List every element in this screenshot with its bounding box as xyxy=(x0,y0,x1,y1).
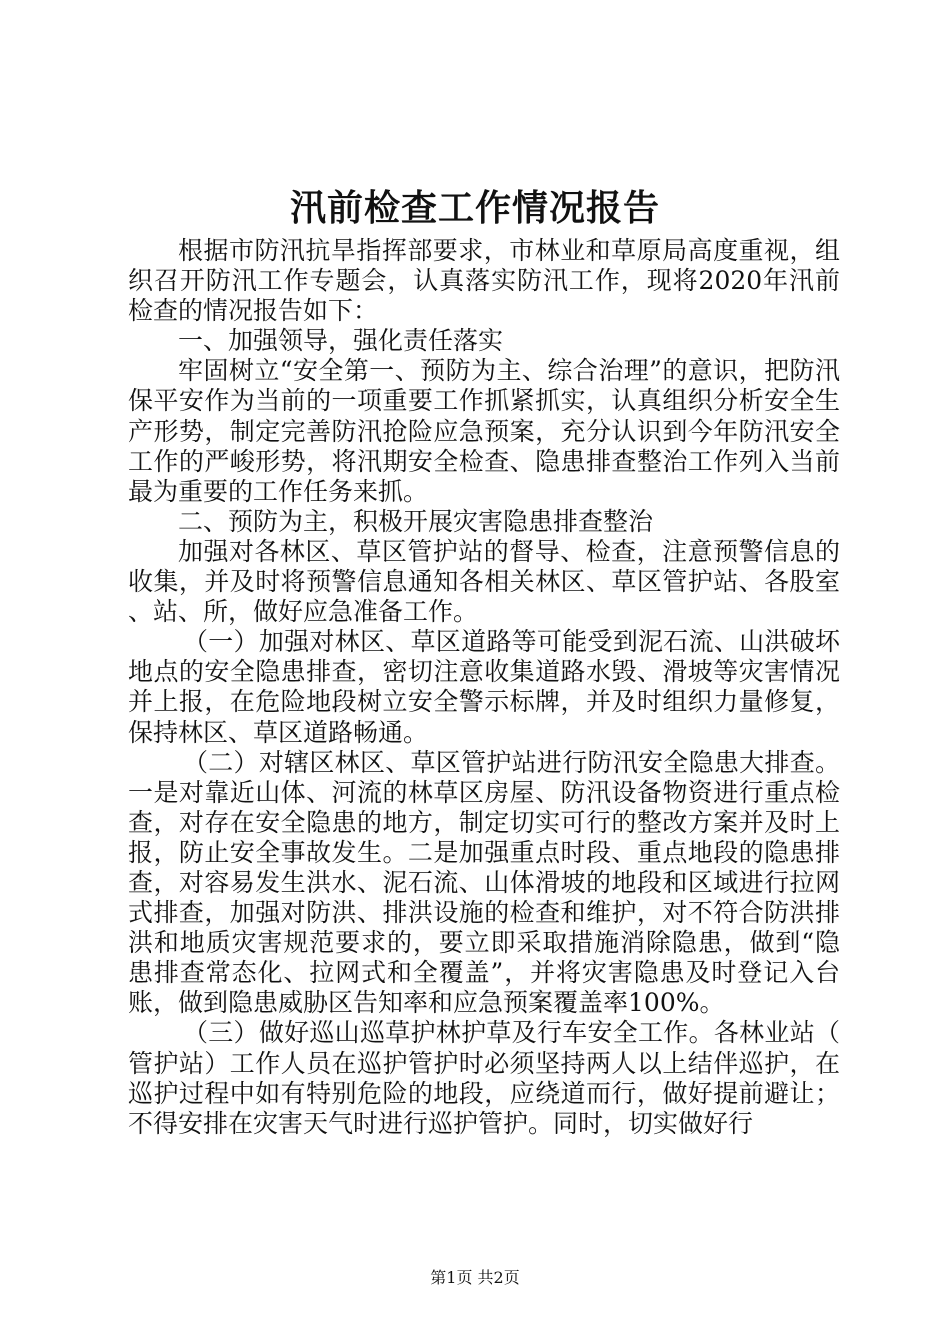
page-footer: 第1页 共2页 xyxy=(430,1268,520,1287)
paragraph-section-1: 牢固树立“安全第一、预防为主、综合治理”的意识，把防汛保平安作为当前的一项重要工作抓紧抓实，认真组织分析安全生产形势，制定完善防汛抢险应急预案，充分认识到今年防汛安全工作的严峻形势，将汛期安全检查、隐患排查整治工作列入当前最为重要的工作任务来抓。 xyxy=(128,356,840,506)
paragraph-item-2: （二）对辖区林区、草区管护站进行防汛安全隐患大排查。一是对靠近山体、河流的林草区房屋、防汛设备物资进行重点检查，对存在安全隐患的地方，制定切实可行的整改方案并及时上报，防止安全事故发生。二是加强重点时段、重点地段的隐患排查，对容易发生洪水、泥石流、山体滑坡的地段和区域进行拉网式排查，加强对防洪、排洪设施的检查和维护，对不符合防洪排洪和地质灾害规范要求的，要立即采取措施消除隐患，做到“隐患排查常态化、拉网式和全覆盖”，并将灾害隐患及时登记入台账，做到隐患威胁区告知率和应急预案覆盖率100%。 xyxy=(128,747,840,1018)
document-body xyxy=(128,236,840,1139)
document-title: 汛前检查工作情况报告 xyxy=(289,187,660,229)
paragraph-section-2: 加强对各林区、草区管护站的督导、检查，注意预警信息的收集，并及时将预警信息通知各相关林区、草区管护站、各股室、站、所，做好应急准备工作。 xyxy=(128,536,840,627)
paragraph-item-1: （一）加强对林区、草区道路等可能受到泥石流、山洪破坏地点的安全隐患排查，密切注意收集道路水毁、滑坡等灾害情况并上报，在危险地段树立安全警示标牌，并及时组织力量修复，保持林区、草区道路畅通。 xyxy=(128,627,840,747)
heading-section-1: 一、加强领导，强化责任落实 xyxy=(178,326,504,356)
paragraph-item-3: （三）做好巡山巡草护林护草及行车安全工作。各林业站（管护站）工作人员在巡护管护时必须坚持两人以上结伴巡护，在巡护过程中如有特别危险的地段，应绕道而行，做好提前避让；不得安排在灾害天气时进行巡护管护。同时，切实做好行 xyxy=(128,1018,840,1138)
heading-section-2: 二、预防为主，积极开展灾害隐患排查整治 xyxy=(178,506,654,536)
paragraph-intro: 根据市防汛抗旱指挥部要求，市林业和草原局高度重视，组织召开防汛工作专题会，认真落实防汛工作，现将2020年汛前检查的情况报告如下： xyxy=(128,236,840,326)
